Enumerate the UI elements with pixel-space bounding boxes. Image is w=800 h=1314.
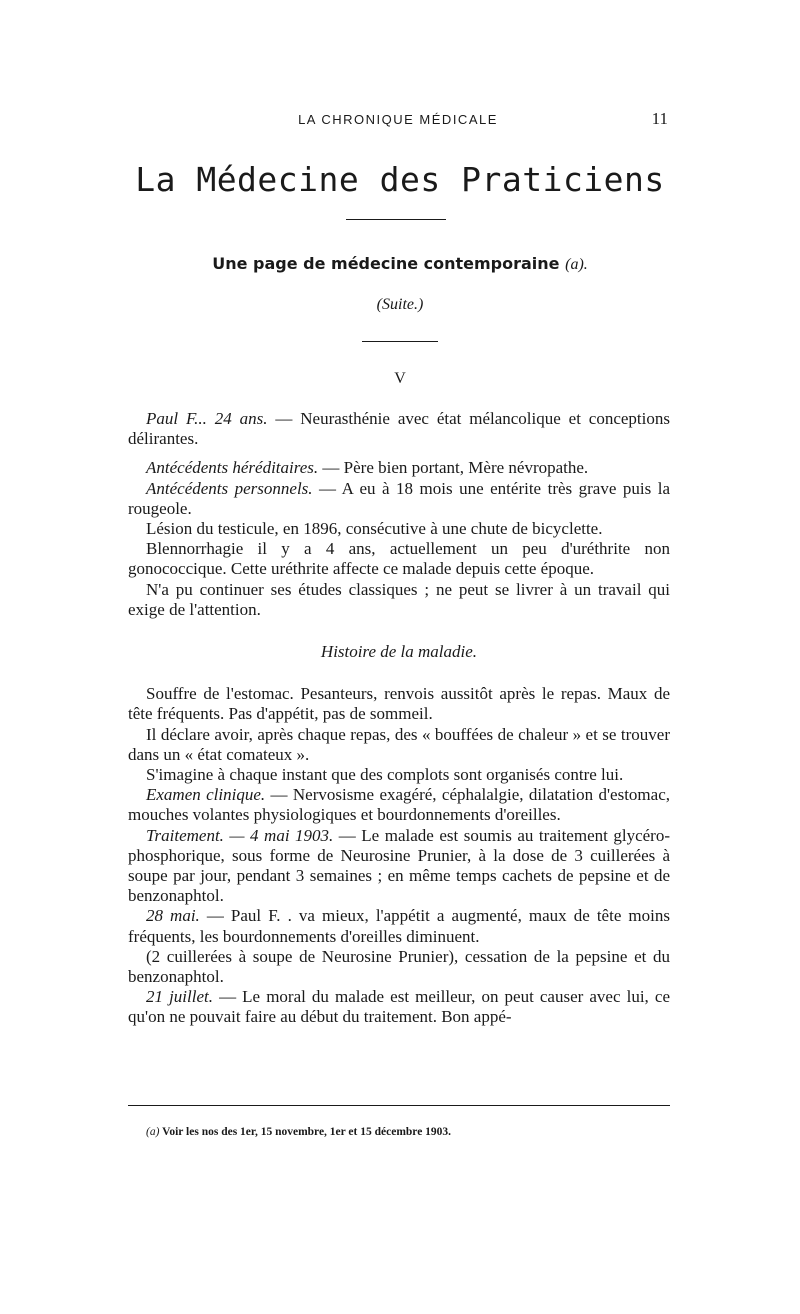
- subtitle-divider: [362, 341, 438, 342]
- paragraph-text: Blennorrhagie il y a 4 ans, actuellement un peu d'uréthrite non gonococcique. Cette uréthrite affecte ce malade depuis cette époque.: [128, 539, 670, 579]
- paragraph: [128, 580, 670, 620]
- running-head: [128, 110, 668, 130]
- paragraph-text: (2 cuillerées à soupe de Neurosine Prunier), cessation de la pepsine et du benzonaphtol.: [128, 946, 670, 987]
- page-number: 11: [651, 109, 668, 128]
- paragraph-text: S'imagine à chaque instant que des complots sont organisés contre lui.: [146, 765, 624, 785]
- paragraph: [128, 519, 670, 539]
- paragraph-text: — Le malade est soumis au traitement glycéro-phosphorique, sous forme de Neurosine Prunier, à la dose de 3 cuillerées à soupe par jour, pendant 3 semaines ; en même temps cachets de pepsine et de benzonaphtol.: [128, 825, 670, 906]
- running-title: LA CHRONIQUE MÉDICALE: [298, 112, 498, 127]
- title-divider: [346, 219, 446, 220]
- paragraph-lead: Traitement. — 4 mai 1903.: [146, 825, 334, 845]
- paragraph: [128, 906, 670, 946]
- paragraph-text: — Le moral du malade est meilleur, on peut causer avec lui, ce qu'on ne pouvait faire au début du traitement. Bon appé-: [128, 987, 670, 1027]
- paragraph: [128, 826, 670, 907]
- paragraph: [128, 765, 670, 785]
- paragraph-lead: Paul F... 24 ans.: [146, 409, 268, 428]
- paragraph-text: — Paul F. . va mieux, l'appétit a augmenté, maux de tête moins fréquents, les bourdonnements d'oreilles diminuent.: [128, 906, 670, 946]
- continuation-label: (Suite.): [376, 296, 424, 313]
- paragraph-lead: Antécédents héréditaires.: [146, 458, 319, 478]
- paragraph-text: — A eu à 18 mois une entérite très grave puis la rougeole.: [128, 478, 670, 518]
- paragraph-lead: 28 mai.: [146, 906, 200, 926]
- paragraph-text: Il déclare avoir, après chaque repas, des « bouffées de chaleur » et se trouver dans un « état comateux ».: [128, 724, 670, 764]
- paragraph-lead: Antécédents personnels.: [146, 478, 313, 498]
- footnote-marker: (a): [146, 1126, 160, 1138]
- paragraph: [128, 539, 670, 579]
- paragraph: [128, 684, 670, 724]
- footnote-text: Voir les nos des 1er, 15 novembre, 1er et 15 décembre 1903.: [162, 1126, 452, 1138]
- paragraph: [128, 987, 670, 1027]
- paragraph-text: — Nervosisme exagéré, céphalalgie, dilatation d'estomac, mouches volantes physiologiques et bourdonnements d'oreilles.: [128, 785, 671, 825]
- paragraph: [128, 725, 670, 765]
- subtitle-text: Une page de médecine contemporaine: [212, 254, 560, 273]
- paragraph-text: — Neurasthénie avec état mélancolique et conceptions délirantes.: [128, 409, 670, 449]
- paragraph-text: N'a pu continuer ses études classiques ; ne peut se livrer à un travail qui exige de l'attention.: [128, 579, 670, 619]
- article-subtitle: [0, 254, 800, 274]
- paragraph: [128, 458, 670, 478]
- paragraph-text: Lésion du testicule, en 1896, consécutive à une chute de bicyclette.: [146, 519, 603, 539]
- footnote-reference: (a).: [565, 256, 588, 273]
- section-number: V: [394, 370, 406, 387]
- paragraph: [128, 947, 670, 987]
- page-title: La Médecine des Praticiens: [135, 160, 665, 199]
- paragraph-text: — Père bien portant, Mère névropathe.: [318, 458, 589, 478]
- paragraph-text: Souffre de l'estomac. Pesanteurs, renvois aussitôt après le repas. Maux de tête fréquents. Pas d'appétit, pas de sommeil.: [128, 684, 670, 724]
- paragraph-lead: 21 juillet.: [146, 987, 213, 1007]
- paragraph-lead: Examen clinique.: [146, 785, 266, 805]
- paragraph: [128, 479, 670, 519]
- article-body: [128, 409, 670, 1028]
- paragraph: [128, 409, 670, 449]
- section-heading: Histoire de la maladie.: [320, 642, 478, 662]
- paragraph: [128, 785, 670, 825]
- footnote: [146, 1126, 451, 1138]
- footnote-divider: [128, 1105, 670, 1106]
